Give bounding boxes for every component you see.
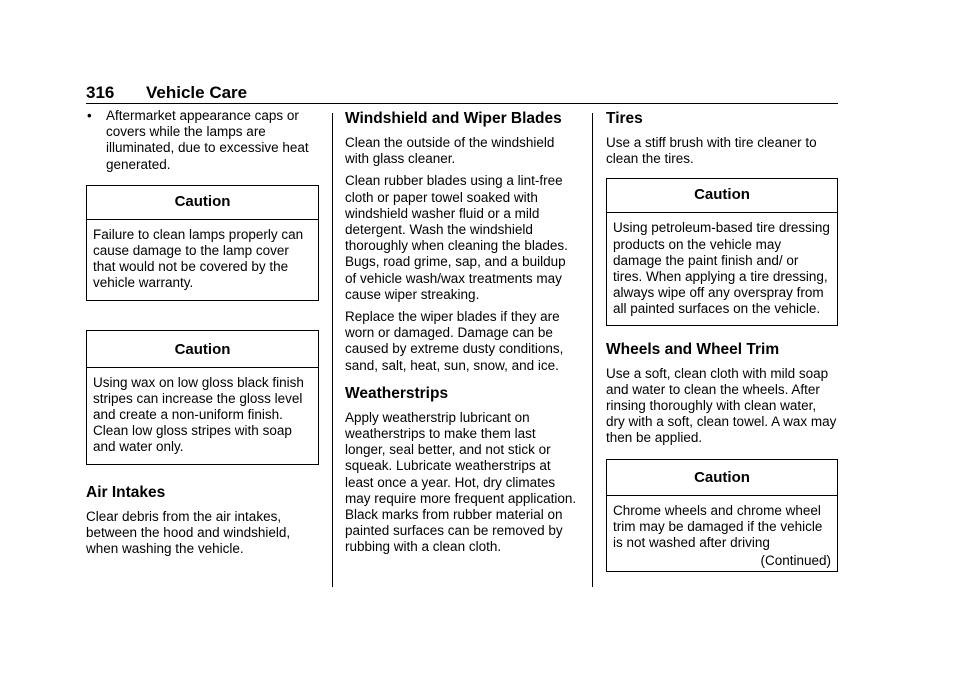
column-divider bbox=[332, 113, 333, 587]
caution-text: Chrome wheels and chrome wheel trim may be damaged if the vehicle is not washed after driving bbox=[613, 502, 823, 551]
bullet-mark: • bbox=[87, 108, 92, 123]
bullet-text: Aftermarket appearance caps or covers while the lamps are illuminated, due to excessive heat generated. bbox=[106, 108, 309, 172]
caution-text: Using petroleum-based tire dressing products on the vehicle may damage the paint finish and/ or tires. When applying a tire dressing, always wipe off any overspray from all painted surfaces on the vehicle. bbox=[613, 220, 830, 317]
caution-box-tires bbox=[606, 178, 838, 325]
heading-weatherstrips: Weatherstrips bbox=[345, 384, 449, 402]
paragraph-wheels: Use a soft, clean cloth with mild soap and water to clean the wheels. After rinsing thoroughly with clean water, dry with a soft, clean towel. A wax may then be applied. bbox=[606, 365, 837, 446]
caution-title: Caution bbox=[87, 186, 318, 220]
caution-box-wax bbox=[86, 330, 319, 465]
caution-text: Failure to clean lamps properly can cause damage to the lamp cover that would not be covered by the vehicle warranty. bbox=[93, 226, 304, 291]
column-divider bbox=[592, 113, 593, 587]
column-right bbox=[606, 108, 838, 572]
paragraph-windshield-2: Clean rubber blades using a lint-free cloth or paper towel soaked with windshield washer fluid or a mild detergent. Wash the windshield thoroughly when cleaning the blades. Bugs, road grime, sap, and a buildup of vehicle wash/wax treatments may cause wiper streaking. bbox=[345, 173, 568, 302]
caution-title: Caution bbox=[607, 460, 837, 496]
page-number: 316 bbox=[86, 83, 115, 102]
header-rule bbox=[86, 103, 838, 104]
paragraph-air-intakes: Clear debris from the air intakes, between the hood and windshield, when washing the vehicle. bbox=[86, 508, 291, 557]
continued-label: (Continued) bbox=[760, 553, 831, 569]
caution-title: Caution bbox=[87, 331, 318, 368]
section-title: Vehicle Care bbox=[146, 83, 248, 102]
caution-box-lamps bbox=[86, 185, 319, 301]
paragraph-windshield-1: Clean the outside of the windshield with glass cleaner. bbox=[345, 135, 555, 167]
paragraph-weatherstrips: Apply weatherstrip lubricant on weatherstrips to make them last longer, seal better, and not stick or squeak. Lubricate weatherstrips at least once a year. Hot, dry climates may require more frequent application. Black marks from rubber material on painted surfaces can be removed by rubbing with a clean cloth. bbox=[345, 409, 577, 555]
caution-box-wheels bbox=[606, 459, 838, 573]
column-left bbox=[86, 108, 319, 563]
caution-text: Using wax on low gloss black finish stripes can increase the gloss level and create a non-uniform finish. Clean low gloss stripes with soap and water only. bbox=[93, 374, 304, 455]
heading-air-intakes: Air Intakes bbox=[86, 483, 166, 501]
paragraph-tires: Use a stiff brush with tire cleaner to clean the tires. bbox=[606, 135, 817, 167]
column-middle bbox=[345, 108, 577, 562]
bullet-item bbox=[86, 108, 319, 173]
heading-windshield: Windshield and Wiper Blades bbox=[345, 110, 562, 127]
caution-title: Caution bbox=[607, 179, 837, 213]
paragraph-windshield-3: Replace the wiper blades if they are worn or damaged. Damage can be caused by extreme dusty conditions, sand, salt, heat, sun, snow, and ice. bbox=[345, 309, 564, 373]
heading-tires: Tires bbox=[606, 110, 643, 127]
heading-wheels: Wheels and Wheel Trim bbox=[606, 340, 780, 358]
